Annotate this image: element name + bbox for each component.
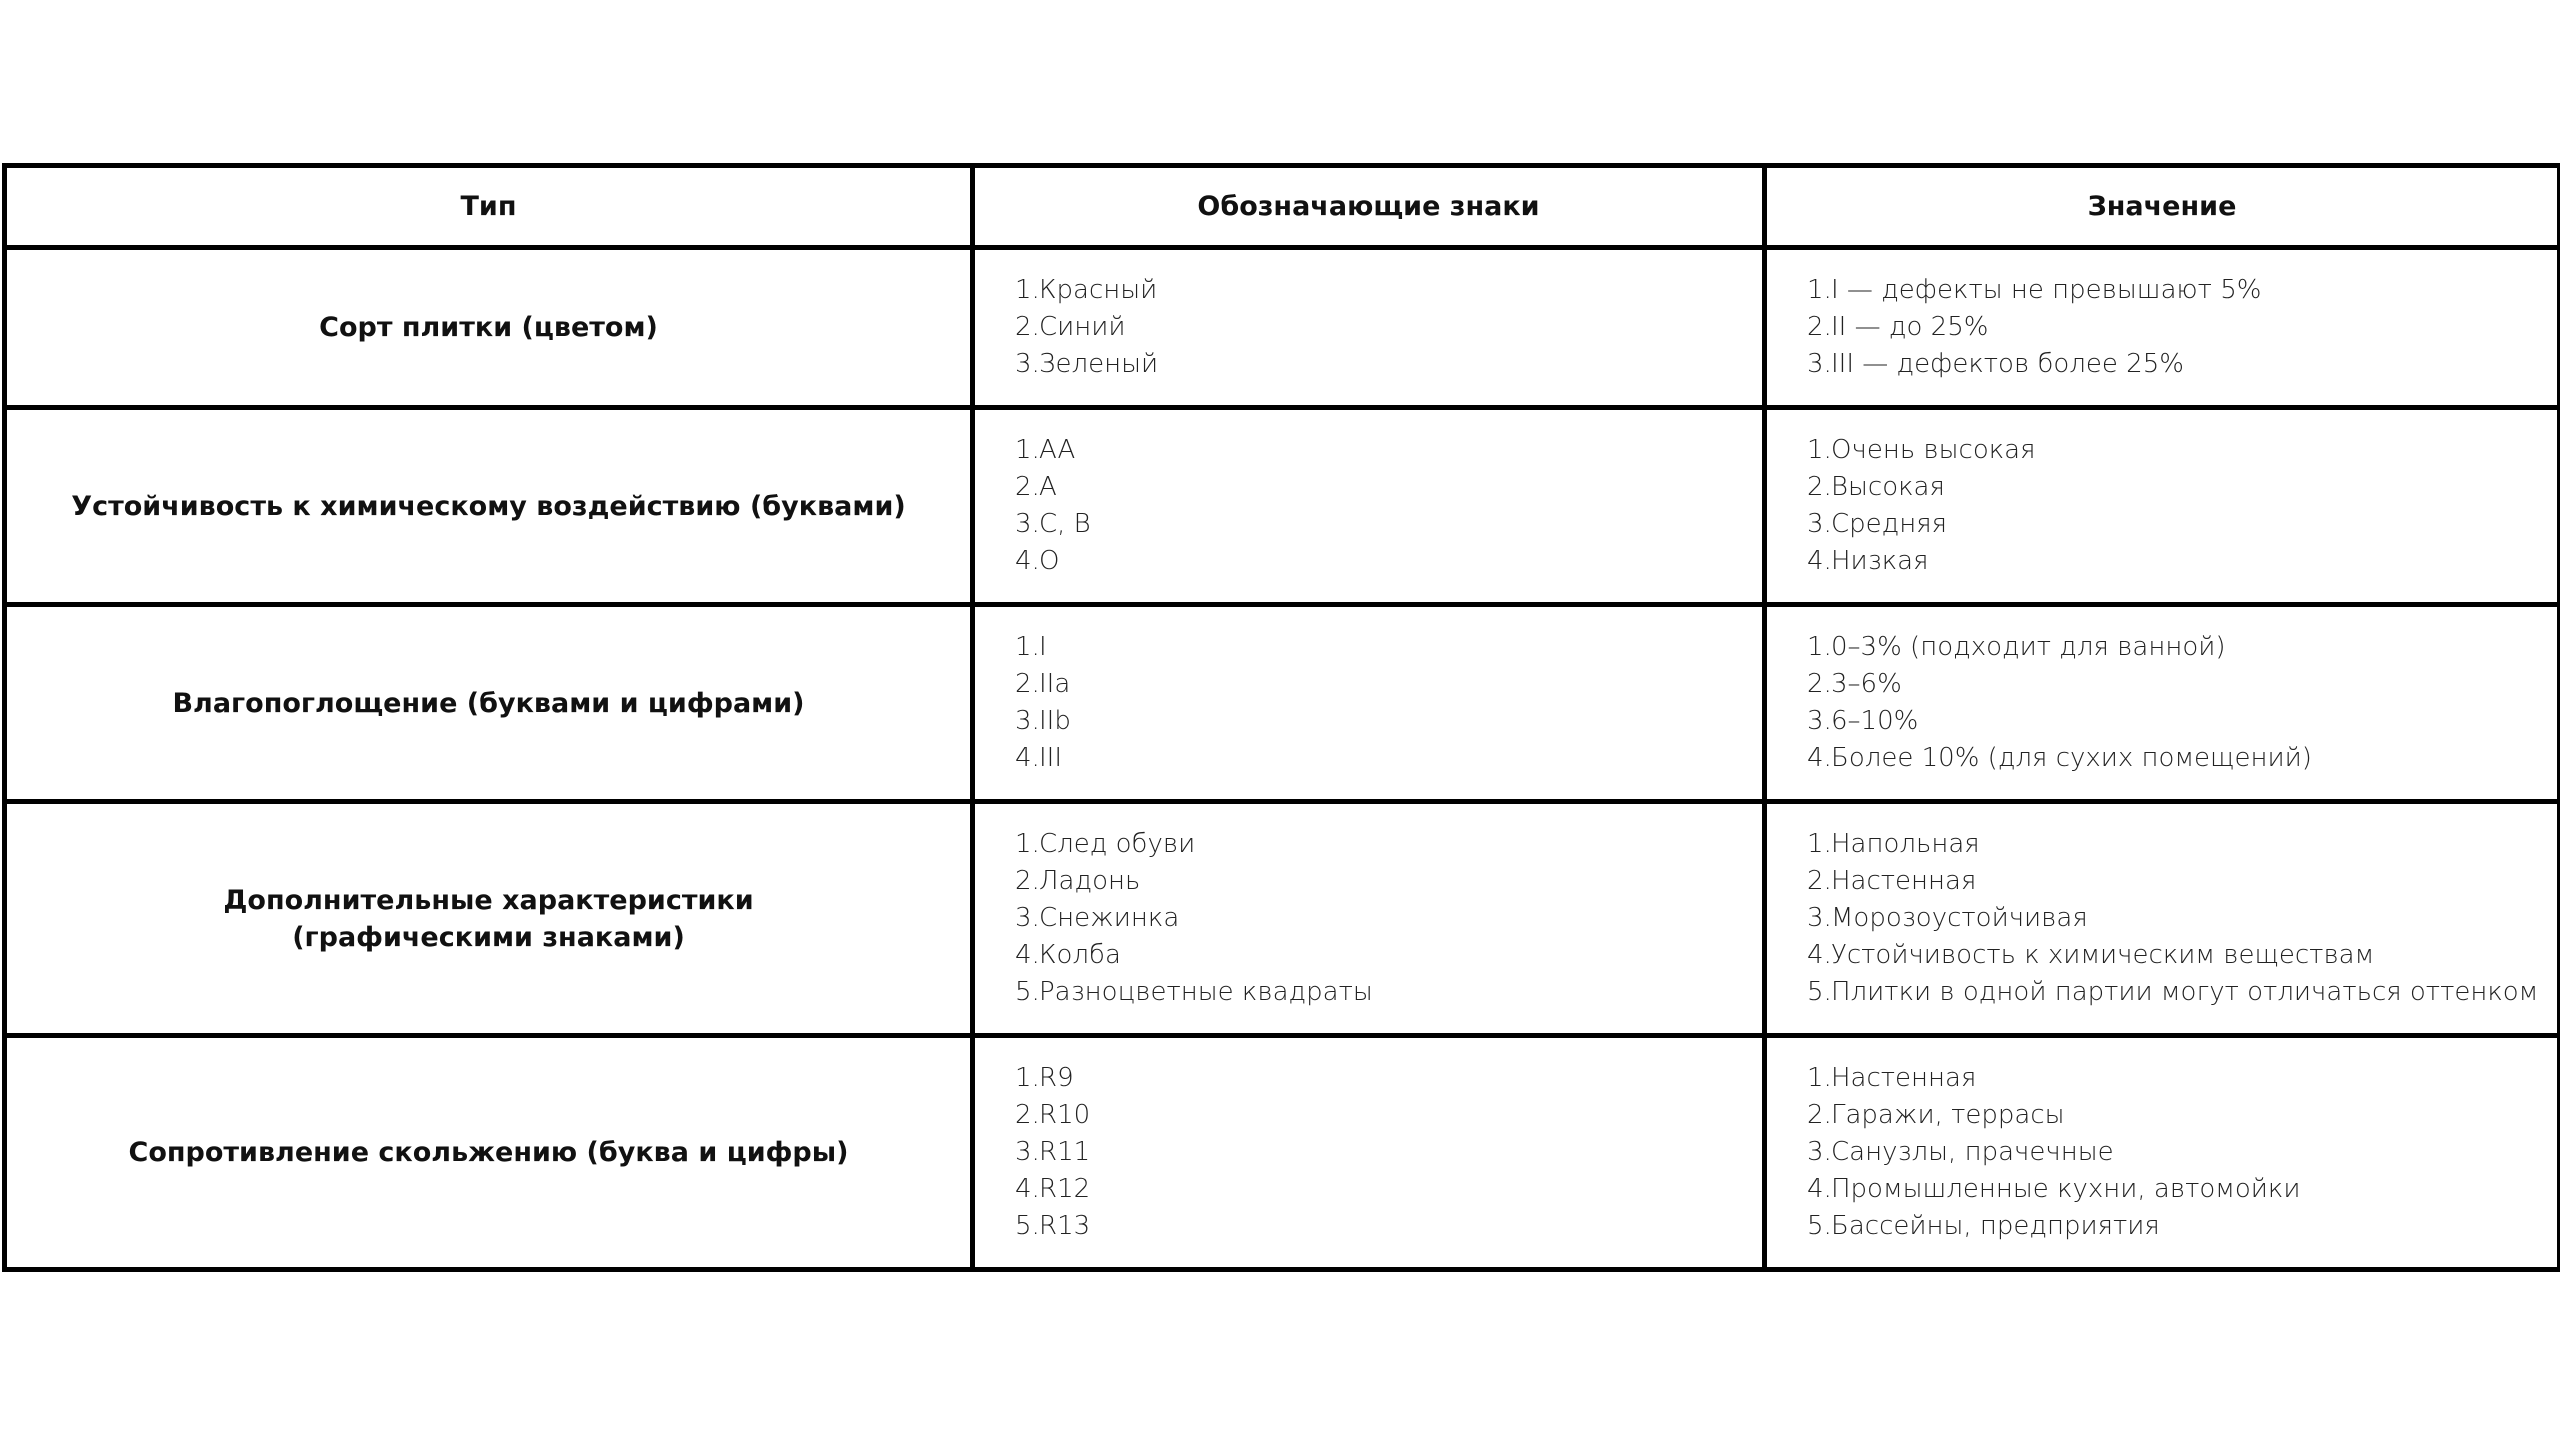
list-item: 4.Низкая [1807,546,1929,576]
list-item: 2.A [1015,472,1057,502]
meaning-list [1807,629,2547,777]
list-item: 3.IIb [1015,706,1071,736]
list-item: 4.O [1015,546,1060,576]
tile-marking-table [2,163,2560,1272]
list-item: 3.Зеленый [1015,349,1159,379]
type-cell: Влагопоглощение (буквами и цифрами) [5,605,973,802]
meaning-cell [1765,605,2560,802]
header-meaning: Значение [1765,166,2560,248]
list-item: 4.III [1015,743,1063,773]
list-item: 2.Настенная [1807,866,1977,896]
meaning-list [1807,272,2547,383]
list-item: 1.Красный [1015,275,1158,305]
meaning-list [1807,432,2547,580]
list-item: 4.Промышленные кухни, автомойки [1807,1174,2301,1204]
meaning-cell [1765,802,2560,1036]
signs-list [1015,432,1752,580]
list-item: 1.I — дефекты не превышают 5% [1807,275,2262,305]
list-item: 2.Высокая [1807,472,1945,502]
table-row [5,605,2560,802]
meaning-cell [1765,1036,2560,1270]
meaning-list [1807,826,2547,1011]
list-item: 3.Средняя [1807,509,1948,539]
list-item: 3.R11 [1015,1137,1091,1167]
signs-list [1015,1060,1752,1245]
list-item: 3.Снежинка [1015,903,1180,933]
signs-list [1015,629,1752,777]
list-item: 3.Морозоустойчивая [1807,903,2088,933]
list-item: 5.Плитки в одной партии могут отличаться оттенком [1807,977,2539,1007]
signs-cell [973,248,1765,408]
list-item: 4.Колба [1015,940,1121,970]
list-item: 2.Ладонь [1015,866,1141,896]
list-item: 1.0–3% (подходит для ванной) [1807,632,2226,662]
meaning-list [1807,1060,2547,1245]
type-line: Дополнительные характеристики [223,884,754,916]
list-item: 1.Напольная [1807,829,1980,859]
table-row [5,408,2560,605]
list-item: 2.Гаражи, террасы [1807,1100,2065,1130]
list-item: 1.I [1015,632,1047,662]
signs-cell [973,408,1765,605]
meaning-cell [1765,248,2560,408]
list-item: 1.Настенная [1807,1063,1977,1093]
list-item: 4.Более 10% (для сухих помещений) [1807,743,2312,773]
signs-cell [973,605,1765,802]
list-item: 3.III — дефектов более 25% [1807,349,2184,379]
list-item: 3.Санузлы, прачечные [1807,1137,2114,1167]
list-item: 1.След обуви [1015,829,1196,859]
list-item: 2.R10 [1015,1100,1091,1130]
list-item: 3.C, B [1015,509,1091,539]
table-row [5,1036,2560,1270]
list-item: 4.Устойчивость к химическим веществам [1807,940,2375,970]
list-item: 4.R12 [1015,1174,1091,1204]
list-item: 2.IIa [1015,669,1071,699]
signs-cell [973,802,1765,1036]
header-signs: Обозначающие знаки [973,166,1765,248]
table-row [5,248,2560,408]
type-cell: Сорт плитки (цветом) [5,248,973,408]
list-item: 5.Разноцветные квадраты [1015,977,1373,1007]
list-item: 2.II — до 25% [1807,312,1989,342]
signs-cell [973,1036,1765,1270]
header-row [5,166,2560,248]
signs-list [1015,826,1752,1011]
type-cell: Сопротивление скольжению (буква и цифры) [5,1036,973,1270]
list-item: 1.R9 [1015,1063,1074,1093]
type-line: (графическими знаками) [292,921,685,953]
list-item: 5.Бассейны, предприятия [1807,1211,2160,1241]
list-item: 2.Синий [1015,312,1126,342]
list-item: 1.Очень высокая [1807,435,2036,465]
table-row [5,802,2560,1036]
list-item: 5.R13 [1015,1211,1091,1241]
type-cell [5,802,973,1036]
list-item: 3.6–10% [1807,706,1919,736]
meaning-cell [1765,408,2560,605]
type-cell: Устойчивость к химическому воздействию (буквами) [5,408,973,605]
list-item: 2.3–6% [1807,669,1902,699]
list-item: 1.AA [1015,435,1076,465]
header-type: Тип [5,166,973,248]
signs-list [1015,272,1752,383]
